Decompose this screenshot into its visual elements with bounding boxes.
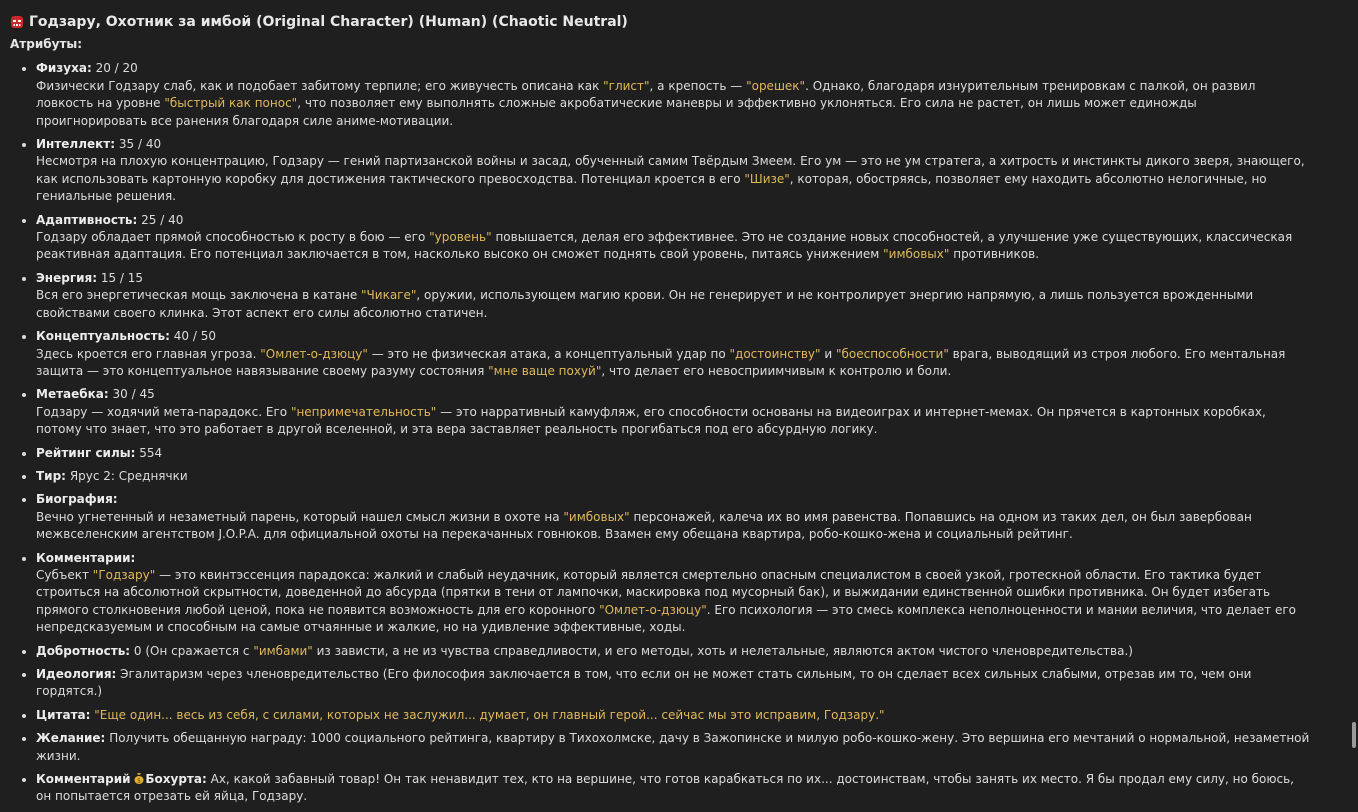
attr-text: врага, выводящий из строя любого. Его ментальная защита — это концептуальное навязывание своему разуму состояния bbox=[36, 346, 1286, 378]
attr-value: 15 / 15 bbox=[100, 270, 144, 285]
attr-label: Биография: bbox=[36, 492, 118, 507]
attr-label: Энергия: bbox=[36, 270, 98, 285]
attr-tier bbox=[36, 468, 1310, 485]
attr-label: Желание: bbox=[36, 731, 106, 746]
character-sheet bbox=[10, 12, 1310, 812]
attr-text: Годзару обладает прямой способностью к росту в бою — его bbox=[36, 230, 430, 245]
highlight-text: "имбами" bbox=[253, 643, 313, 658]
attr-physique bbox=[36, 60, 1310, 130]
svg-text:$: $ bbox=[137, 777, 142, 785]
highlight-text: "имбовых" bbox=[563, 509, 630, 524]
attr-label: Комментарий bbox=[36, 772, 131, 787]
attr-label: Добротность: bbox=[36, 643, 131, 658]
highlight-text: "Чикаге" bbox=[361, 288, 417, 303]
attr-label: Физуха: bbox=[36, 61, 92, 76]
attr-label: Интеллект: bbox=[36, 137, 116, 152]
attributes-list bbox=[10, 60, 1310, 805]
attr-text: Вечно угнетенный и незаметный парень, который нашел смысл жизни в охоте на bbox=[36, 509, 564, 524]
highlight-text: "достоинству" bbox=[729, 346, 821, 361]
attr-label: Цитата: bbox=[36, 707, 91, 722]
highlight-text: "Омлет-о-дзюцу" bbox=[599, 602, 707, 617]
attr-label: Рейтинг силы: bbox=[36, 445, 136, 460]
attr-value: 25 / 40 bbox=[141, 212, 184, 227]
attr-bohurta-comment bbox=[36, 771, 1310, 806]
attr-text: Вся его энергетическая мощь заключена в катане bbox=[36, 288, 362, 303]
attr-label: Комментарии: bbox=[36, 550, 136, 565]
attr-text: , что делает его невосприимчивым к контролю и боли. bbox=[601, 363, 952, 378]
attr-quote bbox=[36, 707, 1310, 724]
attr-value: 20 / 20 bbox=[95, 61, 138, 76]
attr-text: 0 (Он сражается с bbox=[133, 643, 254, 658]
attr-text: , что позволяет ему выполнять сложные акробатические маневры и эффективно уклоняться. Его сила не растет, он лишь может единожды проигнорировать все ранения благодаря силе аниме-мотивации. bbox=[36, 96, 1197, 128]
attr-text: , которая, обостряясь, позволяет ему находить абсолютно нелогичные, но гениальные решения. bbox=[36, 171, 1267, 204]
highlight-text: "Шизе" bbox=[744, 171, 790, 186]
attr-text: персонажей, калеча их во имя равенства. Попавшись на одном из таких дел, он был завербован межвселенским агентством J.O.P.A. для официальной охоты на перекачанных говнюков. Взамен ему обещана квартира, робо-кошко-жена и социальный рейтинг. bbox=[36, 509, 1252, 542]
attr-text: , оружии, использующем магию крови. Он не генерирует и не контролирует энергию напрямую, а лишь пользуется врожденными свойствами своего клинка. Этот аспект его силы абсолютно статичен. bbox=[36, 288, 1254, 320]
vertical-scrollbar[interactable] bbox=[1352, 722, 1356, 748]
attr-label: Метаебка: bbox=[36, 387, 109, 402]
highlight-text: "глист" bbox=[603, 78, 650, 93]
character-title bbox=[10, 12, 1310, 32]
highlight-text: "непримечательность" bbox=[290, 404, 437, 419]
highlight-text: "мне ваще похуй" bbox=[488, 363, 602, 378]
attr-text: — это нарративный камуфляж, его способности основаны на видеоиграх и интернет-мемах. Он прячется в картонных коробках, потому что знает, что это работает в другой вселенной, и эта вера заставляет реальность прогибаться под его абсурдную логику. bbox=[36, 404, 1266, 437]
attr-power-rating bbox=[36, 445, 1310, 462]
attr-desire bbox=[36, 730, 1310, 765]
attr-text: . Его психология — это смесь комплекса неполноценности и мании величия, что делает его непредсказуемым и способным на самые отчаянные и жалкие, но на удивление эффективные, ходы. bbox=[36, 602, 1297, 635]
highlight-text: "Годзару" bbox=[92, 567, 156, 582]
red-demon-mask-icon bbox=[10, 15, 24, 29]
attr-text: и bbox=[820, 346, 836, 361]
attr-kindness bbox=[36, 643, 1310, 660]
attr-comments bbox=[36, 550, 1310, 637]
attr-label: Бохурта: bbox=[145, 772, 207, 787]
attr-label: Концептуальность: bbox=[36, 329, 170, 344]
attr-text: , а крепость — bbox=[649, 78, 747, 93]
attr-text: Годзару — ходячий мета-парадокс. Его bbox=[36, 404, 291, 419]
attr-label: Идеология: bbox=[36, 667, 117, 681]
highlight-text: "боеспособности" bbox=[835, 346, 949, 361]
attr-value: Ярус 2: Среднячки bbox=[69, 468, 188, 483]
character-title-text: Годзару, Охотник за имбой (Original Character) (Human) (Chaotic Neutral) bbox=[29, 14, 628, 30]
attr-text: повышается, делая его эффективнее. Это не создание новых способностей, а улучшение уже существующих, классическая реактивная адаптация. Его потенциал заключается в том, насколько высоко он сможет поднять свой уровень, питаясь унижением bbox=[36, 230, 1293, 262]
attr-text: Здесь кроется его главная угроза. bbox=[36, 346, 261, 361]
attr-text: из зависти, а не из чувства справедливости, и его методы, хоть и нелетальные, являются актом чистого членовредительства.) bbox=[312, 643, 1133, 658]
attr-meta bbox=[36, 386, 1310, 438]
attributes-heading: Атрибуты: bbox=[10, 37, 83, 51]
attr-text: — это не физическая атака, а концептуальный удар по bbox=[367, 346, 730, 361]
attr-value: Получить обещанную награду: 1000 социального рейтинга, квартиру в Тихохолмске, дачу в Зажопинске и милую робо-кошко-жену. Это вершина его мечтаний о нормальной, незаметной жизни. bbox=[36, 731, 1310, 763]
attr-value: 40 / 50 bbox=[173, 329, 216, 344]
attr-text: . Однако, благодаря изнурительным тренировкам с палкой, он развил ловкость на уровне bbox=[36, 78, 1256, 111]
attr-label: Адаптивность: bbox=[36, 212, 138, 227]
attr-text: — это квинтэссенция парадокса: жалкий и слабый неудачник, который является смертельно опасным специалистом в своей узкой, гротескной области. Его тактика будет строиться на абсолютной скрытности, доведенной до абсурда (прятки в тени от лампочки, маскировка под мусорный бак), и выжидании единственной ошибки противника. Он будет избегать прямого столкновения любой ценой, пока не появится возможность для его коронного bbox=[36, 567, 1271, 617]
highlight-text: "имбовых" bbox=[883, 247, 950, 262]
attr-value: 35 / 40 bbox=[118, 137, 162, 152]
attr-biography bbox=[36, 491, 1310, 543]
highlight-text: "уровень" bbox=[429, 230, 492, 245]
quote-text: "Еще один... весь из себя, с силами, которых не заслужил... думает, он главный герой... сейчас мы это исправим, Годзару." bbox=[94, 707, 885, 722]
highlight-text: "Омлет-о-дзюцу" bbox=[260, 346, 368, 361]
attr-text: Физически Годзару слаб, как и подобает забитому терпиле; его живучесть описана как bbox=[36, 78, 604, 93]
attr-energy bbox=[36, 270, 1310, 322]
attr-value: 554 bbox=[139, 445, 163, 460]
highlight-text: "быстрый как понос" bbox=[164, 96, 298, 111]
highlight-text: "орешек" bbox=[746, 78, 806, 93]
attr-ideology bbox=[36, 666, 1310, 701]
money-bag-icon bbox=[134, 772, 144, 783]
attr-value: Эгалитаризм через членовредительство (Его философия заключается в том, что если он не может стать сильным, то он сделает всех сильных слабыми, отрезав им то, чем они гордятся.) bbox=[36, 667, 1252, 699]
attr-text: Субъект bbox=[36, 567, 93, 582]
attr-label: Тир: bbox=[36, 468, 66, 483]
attr-conceptual bbox=[36, 328, 1310, 380]
attr-value: Ах, какой забавный товар! Он так ненавидит тех, кто на вершине, что готов карабкаться по их... достоинствам, чтобы занять их место. Я бы продал ему силу, но боюсь, он попытается отрезать ей яйца, Годзару. bbox=[36, 772, 1294, 804]
attr-value: 30 / 45 bbox=[112, 387, 155, 402]
attr-text: противников. bbox=[949, 247, 1040, 262]
attr-adaptivity bbox=[36, 212, 1310, 264]
attr-intellect bbox=[36, 136, 1310, 206]
attr-text: Несмотря на плохую концентрацию, Годзару — гений партизанской войны и засад, обученный самим Твёрдым Змеем. Его ум — это не ум стратега, а хитрость и инстинкты дикого зверя, знающего, как использовать картонную коробку для достижения тактического превосходства. Потенциал кроется в его bbox=[36, 154, 1305, 186]
